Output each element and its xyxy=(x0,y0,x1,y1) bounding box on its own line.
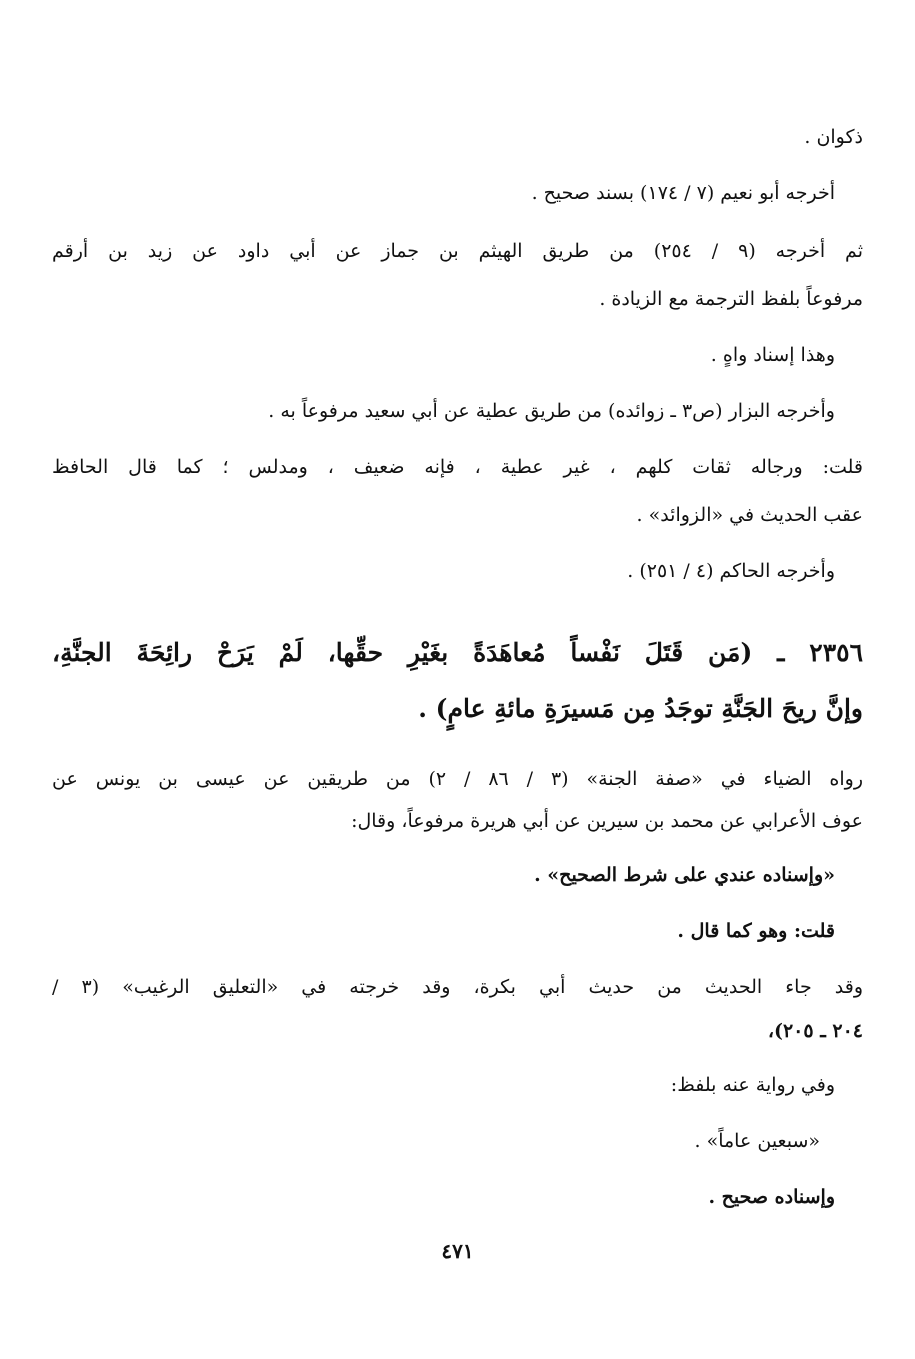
text-line: وإسناده صحيح . xyxy=(708,1186,835,1208)
text-line: وهذا إسناد واهٍ . xyxy=(710,344,835,366)
text-line: ٢٠٤ ـ ٢٠٥)، xyxy=(767,1020,863,1042)
text-line: وأخرجه الحاكم (٤ / ٢٥١) . xyxy=(627,560,835,582)
text-line: مرفوعاً بلفظ الترجمة مع الزيادة . xyxy=(599,288,863,310)
hadith-heading-line: ٢٣٥٦ ـ (مَن قَتَلَ نَفْساً مُعاهَدَةً بغَيْرِ حقِّها، لَمْ يَرَحْ رائِحَةَ الجنَّةِ، xyxy=(52,638,863,667)
text-line: عوف الأعرابي عن محمد بن سيرين عن أبي هريرة مرفوعاً، وقال: xyxy=(351,810,863,832)
text-line: قلت: وهو كما قال . xyxy=(677,920,835,942)
quoted-line: «وإسناده عندي على شرط الصحيح» . xyxy=(534,864,835,886)
text-line: عقب الحديث في «الزوائد» . xyxy=(636,504,863,526)
text-line: وفي رواية عنه بلفظ: xyxy=(670,1074,835,1096)
hadith-heading-line: وإنَّ ريحَ الجَنَّةِ توجَدُ مِن مَسيرَةِ مائةِ عامٍ) . xyxy=(418,694,863,723)
text-line: ثم أخرجه (٩ / ٢٥٤) من طريق الهيثم بن جماز عن أبي داود عن زيد بن أرقم xyxy=(52,240,863,262)
text-line: أخرجه أبو نعيم (٧ / ١٧٤) بسند صحيح . xyxy=(531,182,835,204)
text-line: رواه الضياء في «صفة الجنة» (٣ / ٨٦ / ٢) من طريقين عن عيسى بن يونس عن xyxy=(52,768,864,790)
page-number: ٤٧١ xyxy=(441,1239,474,1263)
text-line: ذكوان . xyxy=(804,126,863,148)
text-line: وأخرجه البزار (ص٣ ـ زوائده) من طريق عطية عن أبي سعيد مرفوعاً به . xyxy=(268,400,835,422)
text-line: وقد جاء الحديث من حديث أبي بكرة، وقد خرجته في «التعليق الرغيب» (٣ / xyxy=(52,976,863,998)
quoted-line: «سبعين عاماً» . xyxy=(694,1130,820,1152)
text-line: قلت: ورجاله ثقات كلهم ، غير عطية ، فإنه ضعيف ، ومدلس ؛ كما قال الحافظ xyxy=(52,456,863,478)
